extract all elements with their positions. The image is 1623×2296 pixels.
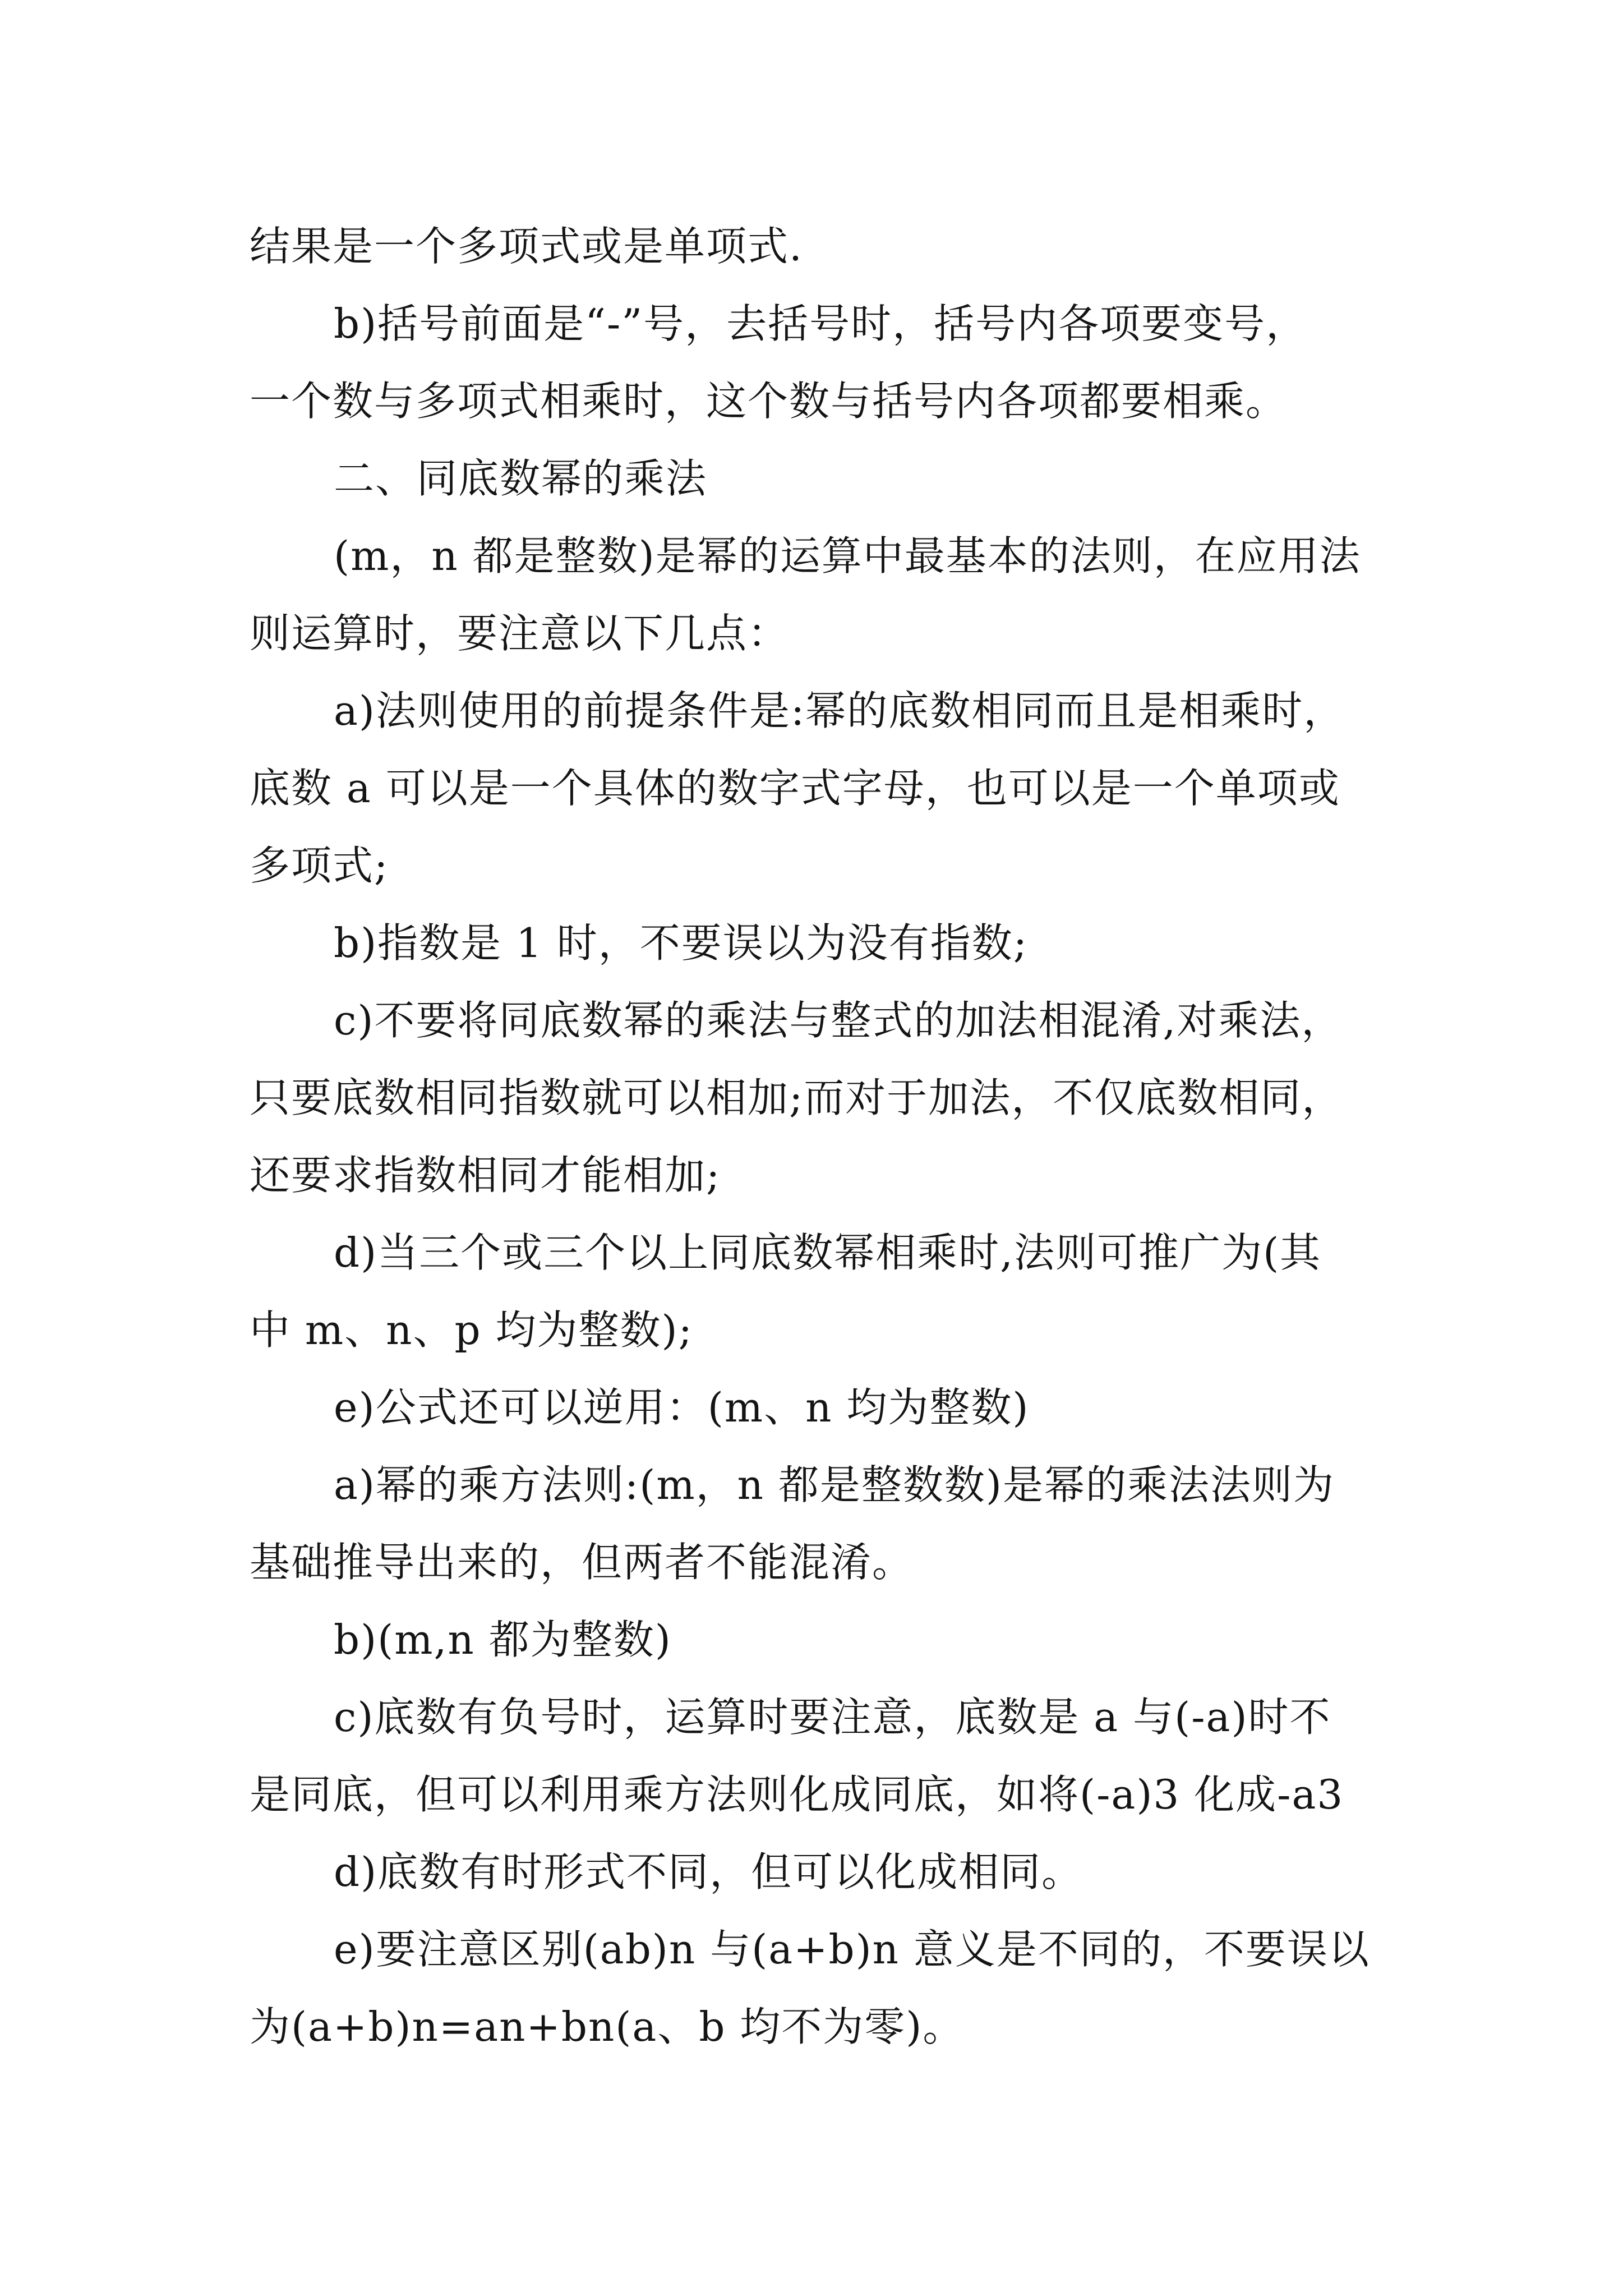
text-line: e)公式还可以逆用：(m、n 均为整数) bbox=[334, 1384, 1030, 1431]
text-line: 结果是一个多项式或是单项式. bbox=[250, 223, 803, 270]
text-line: 只要底数相同指数就可以相加;而对于加法，不仅底数相同， bbox=[250, 1074, 1344, 1121]
text-line: a)法则使用的前提条件是:幂的底数相同而且是相乘时， bbox=[334, 687, 1345, 734]
text-line: e)要注意区别(ab)n 与(a+b)n 意义是不同的，不要误以 bbox=[334, 1926, 1370, 1973]
text-line: 一个数与多项式相乘时，这个数与括号内各项都要相乘。 bbox=[250, 378, 1288, 425]
text-line: d)当三个或三个以上同底数幂相乘时,法则可推广为(其 bbox=[334, 1229, 1322, 1276]
paragraph bbox=[250, 1911, 1388, 2065]
text-line: a)幂的乘方法则:(m，n 都是整数数)是幂的乘法法则为 bbox=[334, 1461, 1335, 1508]
text-line: 为(a+b)n=an+bn(a、b 均不为零)。 bbox=[250, 2003, 965, 2050]
paragraph bbox=[250, 1833, 1388, 1911]
paragraph bbox=[250, 1678, 1388, 1833]
paragraph bbox=[250, 982, 1388, 1214]
document-body bbox=[250, 208, 1388, 2065]
paragraph bbox=[250, 672, 1388, 904]
paragraph bbox=[250, 208, 1388, 285]
paragraph bbox=[250, 904, 1388, 982]
text-line: 底数 a 可以是一个具体的数字式字母，也可以是一个单项或 bbox=[250, 765, 1340, 812]
text-line: 多项式; bbox=[250, 842, 389, 889]
paragraph bbox=[250, 285, 1388, 440]
text-line: 则运算时，要注意以下几点： bbox=[250, 610, 790, 657]
text-line: d)底数有时形式不同，但可以化成相同。 bbox=[334, 1848, 1083, 1895]
paragraph bbox=[250, 1601, 1388, 1678]
text-line: c)底数有负号时，运算时要注意，底数是 a 与(-a)时不 bbox=[334, 1694, 1331, 1741]
text-line: b)(m,n 都为整数) bbox=[334, 1616, 672, 1663]
paragraph bbox=[250, 1446, 1388, 1601]
paragraph bbox=[250, 517, 1388, 672]
text-line: b)括号前面是“-”号，去括号时，括号内各项要变号， bbox=[334, 300, 1308, 347]
section-heading bbox=[250, 440, 1388, 517]
text-line: 是同底，但可以利用乘方法则化成同底，如将(-a)3 化成-a3 bbox=[250, 1771, 1344, 1818]
paragraph bbox=[250, 1369, 1388, 1446]
text-line: b)指数是 1 时，不要误以为没有指数; bbox=[334, 919, 1029, 967]
text-line: 基础推导出来的，但两者不能混淆。 bbox=[250, 1539, 914, 1586]
paragraph bbox=[250, 1214, 1388, 1369]
text-line: 二、同底数幂的乘法 bbox=[334, 455, 708, 502]
text-line: c)不要将同底数幂的乘法与整式的加法相混淆,对乘法， bbox=[334, 997, 1343, 1044]
text-line: 中 m、n、p 均为整数); bbox=[250, 1306, 693, 1354]
text-line: (m，n 都是整数)是幂的运算中最基本的法则，在应用法 bbox=[334, 532, 1361, 579]
text-line: 还要求指数相同才能相加; bbox=[250, 1152, 721, 1199]
